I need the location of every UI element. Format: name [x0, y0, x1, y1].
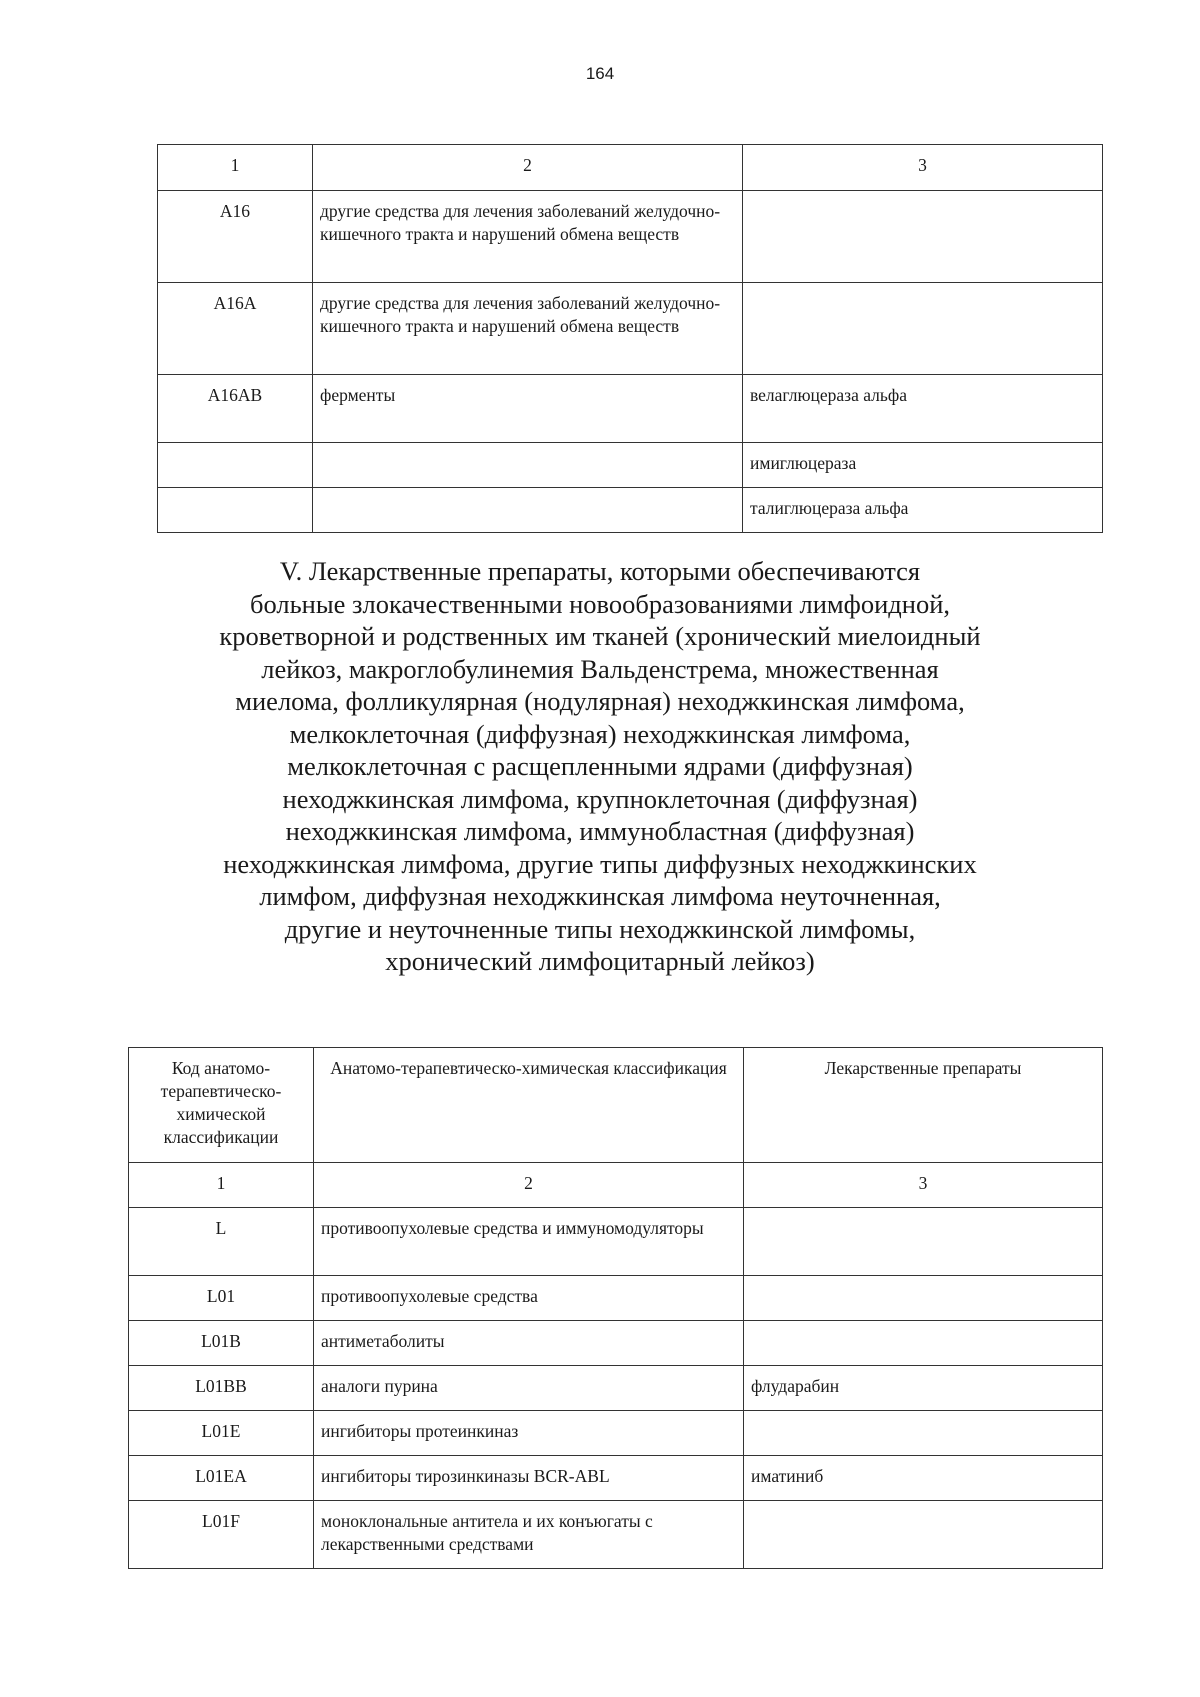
- atc-code-cell: L01F: [129, 1501, 314, 1569]
- classification-cell: моноклональные антитела и их конъюгаты с лекарственными средствами: [314, 1501, 744, 1569]
- atc-code-cell: L01E: [129, 1411, 314, 1456]
- drug-table-continued: [157, 144, 1103, 533]
- table-row: [129, 1321, 1103, 1366]
- classification-cell: ферменты: [313, 375, 743, 443]
- classification-cell: антиметаболиты: [314, 1321, 744, 1366]
- drug-cell: флударабин: [744, 1366, 1103, 1411]
- table-row: [129, 1366, 1103, 1411]
- drug-cell: [744, 1501, 1103, 1569]
- table-row: [129, 1208, 1103, 1276]
- column-number-cell: 1: [129, 1163, 314, 1208]
- table-number-row: [158, 145, 1103, 191]
- drug-cell: [744, 1321, 1103, 1366]
- column-header-classification: Анатомо-терапевтическо-химическая классификация: [314, 1048, 744, 1163]
- section-heading: V. Лекарственные препараты, которыми обеспечиваются больные злокачественными новообразованиями лимфоидной, кроветворной и родственных им тканей (хронический миелоидный лейкоз, макроглобулинемия Вальденстрема, множественная миелома, фолликулярная (нодулярная) неходжкинская лимфома, мелкоклеточная (диффузная) неходжкинская лимфома, мелкоклеточная с расщепленными ядрами (диффузная) неходжкинская лимфома, крупноклеточная (диффузная) неходжкинская лимфома, иммунобластная (диффузная) неходжкинская лимфома, другие типы диффузных неходжкинских лимфом, диффузная неходжкинская лимфома неуточненная, другие и неуточненные типы неходжкинской лимфомы, хронический лимфоцитарный лейкоз): [219, 556, 981, 976]
- classification-cell: противоопухолевые средства: [314, 1276, 744, 1321]
- drug-table: [128, 1047, 1103, 1569]
- column-number-cell: 3: [744, 1163, 1103, 1208]
- table-header-row: [129, 1048, 1103, 1163]
- classification-cell: противоопухолевые средства и иммуномодуляторы: [314, 1208, 744, 1276]
- table-row: [129, 1276, 1103, 1321]
- table-row: [129, 1456, 1103, 1501]
- page-number: 164: [585, 64, 615, 83]
- column-number-cell: 1: [158, 145, 313, 191]
- drug-cell: велаглюцераза альфа: [743, 375, 1103, 443]
- column-number-cell: 2: [313, 145, 743, 191]
- classification-cell: ингибиторы тирозинкиназы BCR-ABL: [314, 1456, 744, 1501]
- drug-cell: талиглюцераза альфа: [743, 488, 1103, 533]
- drug-cell: [744, 1208, 1103, 1276]
- atc-code-cell: [158, 443, 313, 488]
- atc-code-cell: L01EA: [129, 1456, 314, 1501]
- table-row: [129, 1501, 1103, 1569]
- classification-cell: другие средства для лечения заболеваний желудочно-кишечного тракта и нарушений обмена веществ: [313, 191, 743, 283]
- classification-cell: [313, 443, 743, 488]
- atc-code-cell: A16: [158, 191, 313, 283]
- drug-cell: иматиниб: [744, 1456, 1103, 1501]
- column-header-drugs: Лекарственные препараты: [744, 1048, 1103, 1163]
- column-number-cell: 2: [314, 1163, 744, 1208]
- classification-cell: ингибиторы протеинкиназ: [314, 1411, 744, 1456]
- drug-cell: [743, 191, 1103, 283]
- table-row: [158, 488, 1103, 533]
- drug-cell: [743, 283, 1103, 375]
- drug-cell: [744, 1276, 1103, 1321]
- atc-code-cell: L: [129, 1208, 314, 1276]
- table-row: [158, 443, 1103, 488]
- classification-cell: другие средства для лечения заболеваний желудочно-кишечного тракта и нарушений обмена веществ: [313, 283, 743, 375]
- drug-cell: [744, 1411, 1103, 1456]
- table-number-row: [129, 1163, 1103, 1208]
- atc-code-cell: A16AB: [158, 375, 313, 443]
- atc-code-cell: A16A: [158, 283, 313, 375]
- column-number-cell: 3: [743, 145, 1103, 191]
- atc-code-cell: L01BB: [129, 1366, 314, 1411]
- drug-cell: имиглюцераза: [743, 443, 1103, 488]
- atc-code-cell: L01: [129, 1276, 314, 1321]
- atc-code-cell: L01B: [129, 1321, 314, 1366]
- table-row: [158, 375, 1103, 443]
- atc-code-cell: [158, 488, 313, 533]
- table-row: [129, 1411, 1103, 1456]
- table-row: [158, 191, 1103, 283]
- column-header-code: Код анатомо-терапевтическо-химической классификации: [129, 1048, 314, 1163]
- table-row: [158, 283, 1103, 375]
- classification-cell: [313, 488, 743, 533]
- classification-cell: аналоги пурина: [314, 1366, 744, 1411]
